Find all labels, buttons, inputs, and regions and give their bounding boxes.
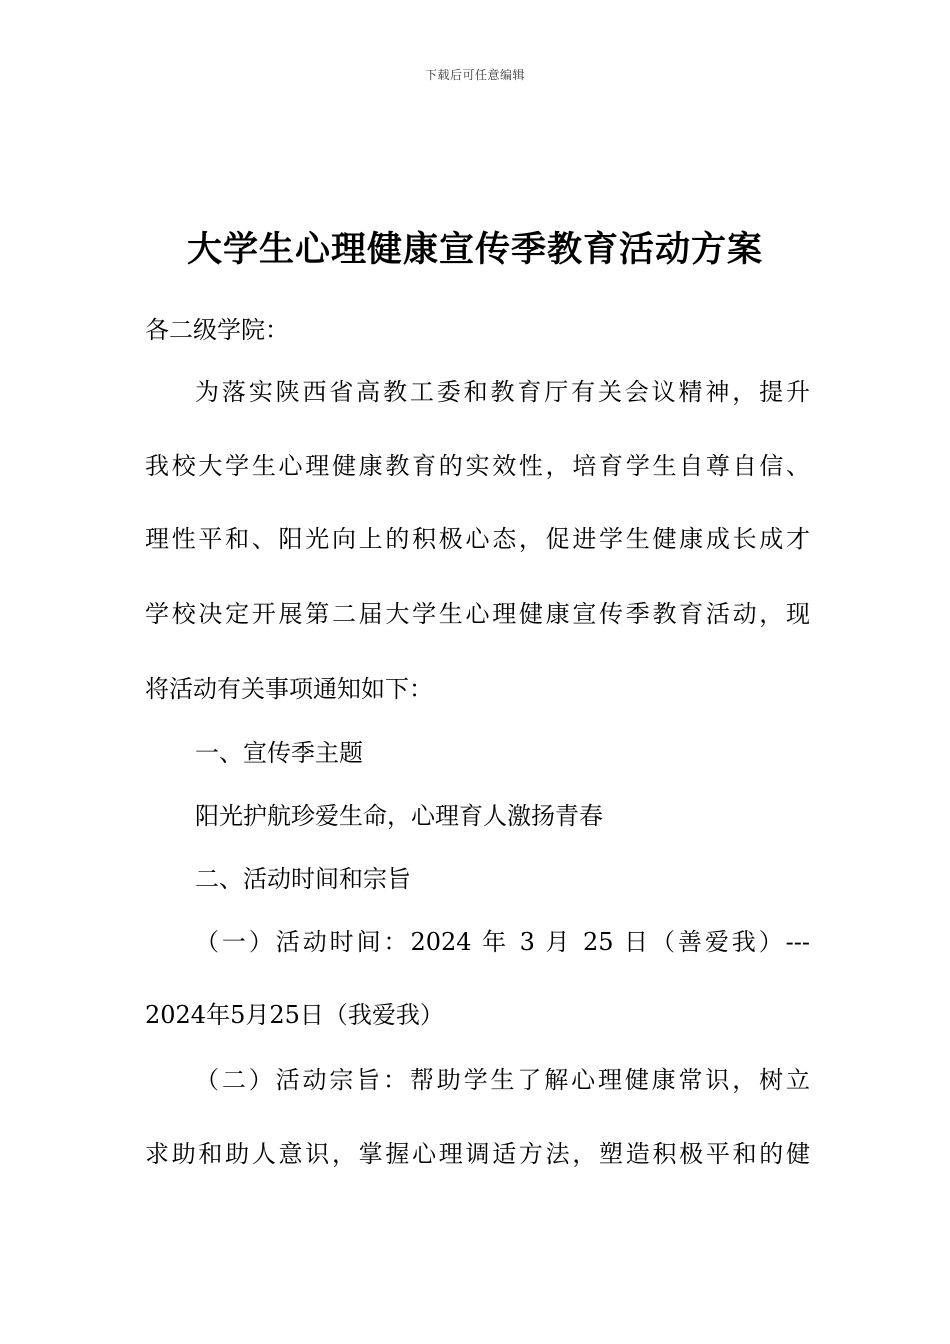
intro-line-4: 学校决定开展第二届大学生心理健康宣传季教育活动，现 bbox=[145, 600, 810, 628]
purpose-line-2: 求助和助人意识，掌握心理调适方法，塑造积极平和的健 bbox=[145, 1140, 810, 1168]
header-note: 下载后可任意编辑 bbox=[424, 68, 525, 82]
intro-line-5: 将活动有关事项通知如下： bbox=[145, 675, 433, 703]
intro-line-2: 我校大学生心理健康教育的实效性，培育学生自尊自信、 bbox=[145, 452, 810, 480]
salutation: 各二级学院： bbox=[145, 316, 289, 344]
intro-line-1: 为落实陕西省高教工委和教育厅有关会议精神，提升 bbox=[195, 378, 810, 406]
time-line-2: 2024年5月25日（我爱我） bbox=[145, 1001, 444, 1029]
section1-heading: 一、宣传季主题 bbox=[195, 739, 363, 767]
time-line-1: （一）活动时间：2024 年 3 月 25 日（善爱我）--- bbox=[195, 928, 810, 956]
purpose-line-1: （二）活动宗旨：帮助学生了解心理健康常识，树立 bbox=[195, 1066, 810, 1094]
intro-line-3: 理性平和、阳光向上的积极心态，促进学生健康成长成才 bbox=[145, 525, 810, 553]
document-title: 大学生心理健康宣传季教育活动方案 bbox=[186, 230, 763, 270]
section2-heading: 二、活动时间和宗旨 bbox=[195, 865, 411, 893]
section1-theme: 阳光护航珍爱生命，心理育人激扬青春 bbox=[195, 802, 603, 830]
